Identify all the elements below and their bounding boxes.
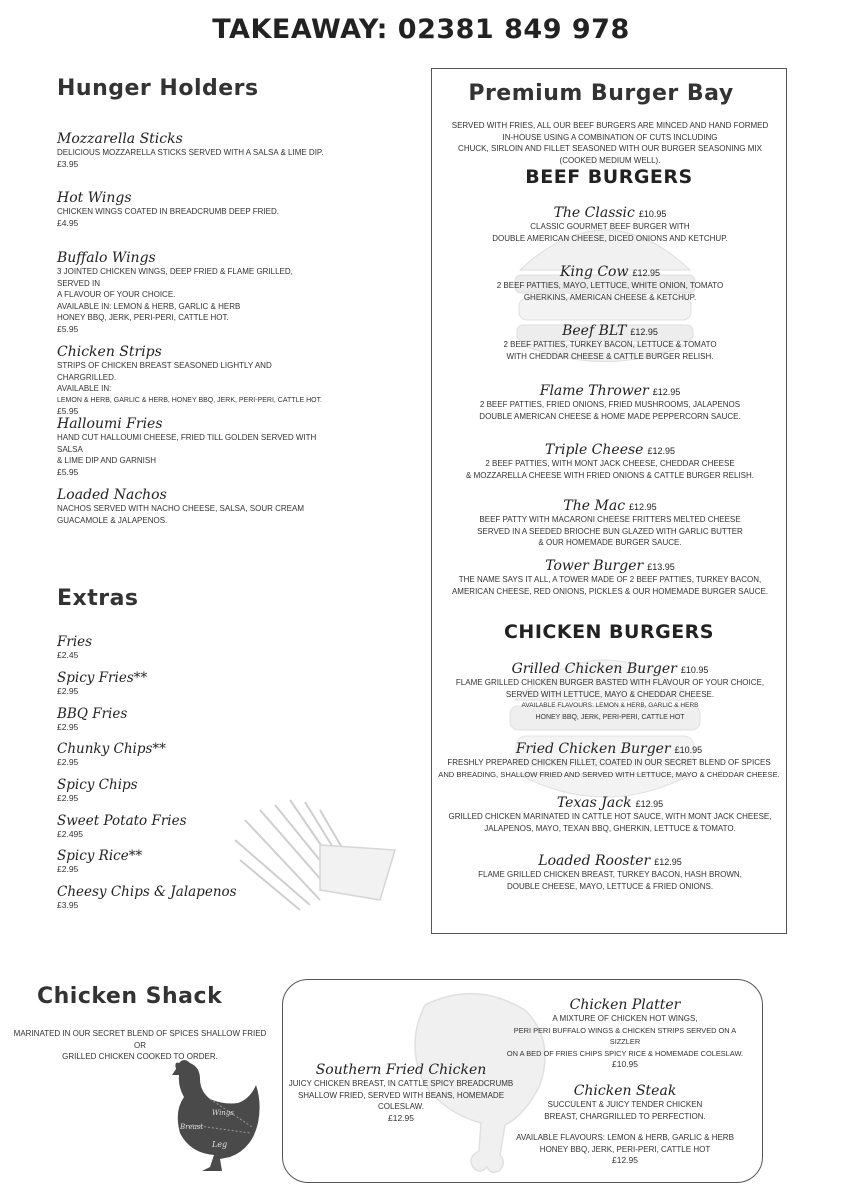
dish-price: £10.95 [674,745,703,755]
dish-price: £4.95 [57,217,79,228]
burger-bay-title: Premium Burger Bay [468,81,734,106]
extra-item [57,670,317,696]
intro-line: CHUCK, SIRLOIN AND FILLET SEASONED WITH OUR BURGER SEASONING MIX [458,144,762,153]
dish-price: £5.95 [57,466,79,477]
dish-desc: SERVED WITH LETTUCE, MAYO & CHEDDAR CHEESE. [505,689,715,699]
dish-price: £10.95 [612,1059,638,1069]
burger-bay-intro [440,120,780,166]
dish-desc: CHICKEN WINGS COATED IN BREADCRUMB DEEP FRIED. [57,207,279,216]
menu-item [57,190,327,228]
dish-flavours: AVAILABLE FLAVOURS: LEMON & HERB, GARLIC & HERB [516,1133,734,1142]
dish-desc: DELICIOUS MOZZARELLA STICKS SERVED WITH A SALSA & LIME DIP. [57,148,324,157]
dish-name: Chicken Platter [569,997,681,1013]
dish-desc: 2 BEEF PATTIES, WITH MONT JACK CHEESE, CHEDDAR CHEESE [485,459,735,468]
dish-price: £10.95 [680,665,709,675]
intro-line: GRILLED CHICKEN COOKED TO ORDER. [62,1052,218,1061]
dish-name: Chicken Steak [573,1083,677,1099]
extra-item [57,741,317,767]
dish-desc: BEEF PATTY WITH MACARONI CHEESE FRITTERS MELTED CHEESE [479,515,741,524]
dish-flavours: AVAILABLE FLAVOURS: LEMON & HERB, GARLIC & HERB [521,702,699,709]
dish-name: Southern Fried Chicken [315,1062,487,1078]
chicken-platter-item [500,997,750,1069]
dish-desc: BREAST, CHARGRILLED TO PERFECTION. [544,1111,706,1121]
dish-name: Spicy Chips [57,777,138,793]
dish-name: Triple Cheese [545,442,644,458]
burger-item [440,853,780,892]
hunger-title: Hunger Holders [57,76,259,101]
dish-name: Loaded Rooster [538,853,651,869]
dish-desc: GUACAMOLE & JALAPENOS. [57,515,168,525]
dish-name: The Mac [563,498,626,514]
dish-price: £3.95 [57,900,79,910]
dish-desc: SUCCULENT & JUICY TENDER CHICKEN [547,1100,703,1109]
fries-illustration [225,790,405,920]
dish-desc: AMERICAN CHEESE, RED ONIONS, PICKLES & OUR HOMEMADE BURGER SAUCE. [451,586,769,596]
dish-desc: 2 BEEF PATTIES, MAYO, LETTUCE, WHITE ONION, TOMATO [496,281,724,290]
hen-label-breast: Breast [180,1123,204,1131]
chicken-burger-illustration [500,630,710,820]
dish-desc: GHERKINS, AMERICAN CHEESE & KETCHUP. [523,292,697,302]
hen-label-leg: Leg [212,1140,228,1149]
dish-name: Fries [57,634,93,650]
intro-line: (COOKED MEDIUM WELL). [559,155,661,165]
dish-price: £5.95 [57,323,79,334]
dish-name: Spicy Fries** [57,670,148,686]
dish-desc: 2 BEEF PATTIES, TURKEY BACON, LETTUCE & TOMATO [503,340,717,349]
dish-name: BBQ Fries [57,706,128,722]
dish-desc: 3 JOINTED CHICKEN WINGS, DEEP FRIED & FLAME GRILLED, SERVED IN [57,267,293,288]
burger-item [440,558,780,597]
dish-price: £12.95 [388,1112,414,1123]
menu-item [57,131,327,169]
dish-desc: DOUBLE AMERICAN CHEESE, DICED ONIONS AND KETCHUP. [492,233,728,243]
dish-name: King Cow [559,264,629,280]
dish-desc: JALAPENOS, MAYO, TEXAN BBQ, GHERKIN, LETTUCE & TOMATO. [484,823,736,833]
dish-flavours: HONEY BBQ, JERK, PERI-PERI, CATTLE HOT [539,1144,711,1154]
dish-flavours: HONEY BBQ, JERK, PERI-PERI, CATTLE HOT [535,713,685,721]
dish-name: Buffalo Wings [57,250,156,266]
dish-name: Flame Thrower [539,383,649,399]
dish-name: Beef BLT [562,323,627,339]
menu-item [57,487,327,526]
dish-name: Cheesy Chips & Jalapenos [57,884,237,900]
dish-price: £2.495 [57,829,83,839]
dish-desc: AVAILABLE IN: [57,384,112,393]
dish-desc: & OUR HOMEMADE BURGER SAUCE. [538,538,682,547]
dish-name: Tower Burger [545,558,644,574]
dish-name: Mozzarella Sticks [57,131,183,147]
chicken-steak-item [500,1083,750,1165]
burger-item [440,442,780,481]
takeaway-phone: TAKEAWAY: 02381 849 978 [212,14,630,45]
intro-line: MARINATED IN OUR SECRET BLEND OF SPICES SHALLOW FRIED OR [13,1029,267,1050]
dish-desc: STRIPS OF CHICKEN BREAST SEASONED LIGHTLY AND CHARGRILLED. [57,361,272,382]
dish-desc: A FLAVOUR OF YOUR CHOICE. [57,290,176,299]
dish-price: £12.95 [635,799,664,809]
menu-item [57,250,327,334]
dish-price: £2.95 [57,722,79,732]
dish-desc: DOUBLE CHEESE, MAYO, LETTUCE & FRIED ONIONS. [506,881,714,891]
dish-desc: LEMON & HERB, GARLIC & HERB, HONEY BBQ, JERK, PERI-PERI, CATTLE HOT. [57,396,323,404]
dish-price: £12.95 [647,446,675,456]
burger-item [431,741,787,780]
burger-item [440,205,780,244]
dish-desc: FRESHLY PREPARED CHICKEN FILLET, COATED IN OUR SECRET BLEND OF SPICES [447,758,771,767]
dish-price: £13.95 [647,562,675,572]
dish-desc: ON A BED OF FRIES CHIPS SPICY RICE & HOMEMADE COLESLAW. [506,1048,744,1058]
dish-desc: HAND CUT HALLOUMI CHEESE, FRIED TILL GOLDEN SERVED WITH SALSA [57,433,317,454]
dish-desc: & MOZZARELLA CHEESE WITH FRIED ONIONS & CATTLE BURGER RELISH. [466,470,754,480]
dish-desc: FLAME GRILLED CHICKEN BREAST, TURKEY BACON, HASH BROWN, [478,870,742,879]
dish-name: Grilled Chicken Burger [511,661,677,677]
dish-desc: DOUBLE AMERICAN CHEESE & HOME MADE PEPPERCORN SAUCE. [479,411,741,421]
dish-price: £2.95 [57,686,79,696]
dish-price: £10.95 [638,209,667,219]
dish-name: Spicy Rice** [57,848,143,864]
dish-desc: & LIME DIP AND GARNISH [57,456,156,465]
dish-name: Loaded Nachos [57,487,167,503]
dish-price: £2.95 [57,757,79,767]
intro-line: IN-HOUSE USING A COMBINATION OF CUTS INCLUDING [502,132,718,142]
intro-line: SERVED WITH FRIES, ALL OUR BEEF BURGERS ARE MINCED AND HAND FORMED [451,121,769,130]
dish-price: £2.95 [57,793,79,803]
hen-label-wings: Wings [212,1109,234,1117]
dish-desc: WITH CHEDDAR CHEESE & CATTLE BURGER RELISH. [506,351,714,361]
dish-price: £12.95 [629,502,657,512]
menu-item [57,344,327,416]
beef-burgers-title: BEEF BURGERS [525,166,693,188]
dish-desc: SHALLOW FRIED, SERVED WITH BEANS, HOMEMADE COLESLAW. [297,1090,505,1111]
dish-desc: 2 BEEF PATTIES, FRIED ONIONS, FRIED MUSHROOMS, JALAPENOS [479,400,741,409]
burger-item [440,383,780,422]
extra-item [57,634,317,660]
dish-price: £12.95 [632,268,661,278]
dish-desc: THE NAME SAYS IT ALL, A TOWER MADE OF 2 BEEF PATTIES, TURKEY BACON, [458,575,762,584]
dish-desc: PERI PERI BUFFALO WINGS & CHICKEN STRIPS SERVED ON A SIZZLER [513,1025,737,1046]
dish-desc: A MIXTURE OF CHICKEN HOT WINGS, [552,1014,698,1023]
burger-item [440,795,780,834]
chicken-shack-title: Chicken Shack [37,984,223,1009]
dish-desc: AND BREADING, SHALLOW FRIED AND SERVED WITH LETTUCE, MAYO & CHEDDAR CHEESE. [438,769,780,779]
extra-item [57,706,317,732]
dish-name: Fried Chicken Burger [515,741,671,757]
dish-name: Texas Jack [556,795,632,811]
burger-item [440,323,780,362]
dish-name: Chicken Strips [57,344,162,360]
dish-name: Chunky Chips** [57,741,166,757]
dish-desc: CLASSIC GOURMET BEEF BURGER WITH [530,222,690,231]
burger-item [440,661,780,723]
chicken-burgers-title: CHICKEN BURGERS [503,621,714,643]
dish-price: £2.95 [57,864,79,874]
dish-price: £12.95 [612,1155,638,1165]
dish-desc: FLAME GRILLED CHICKEN BURGER BASTED WITH FLAVOUR OF YOUR CHOICE, [455,678,765,687]
southern-fried-item [286,1062,516,1123]
dish-desc: HONEY BBQ, JERK, PERI-PERI, CATTLE HOT. [57,313,229,322]
extras-title: Extras [57,586,139,611]
dish-name: Sweet Potato Fries [57,813,187,829]
hen-icon [170,1055,265,1175]
dish-name: The Classic [553,205,635,221]
dish-desc: GRILLED CHICKEN MARINATED IN CATTLE HOT SAUCE, WITH MONT JACK CHEESE, [448,812,772,821]
dish-desc: NACHOS SERVED WITH NACHO CHEESE, SALSA, SOUR CREAM [57,504,305,513]
dish-price: £12.95 [652,387,681,397]
dish-desc: JUICY CHICKEN BREAST, IN CATTLE SPICY BREADCRUMB [288,1079,514,1088]
dish-desc: SERVED IN A SEEDED BRIOCHE BUN GLAZED WITH GARLIC BUTTER [477,526,743,536]
dish-price: £12.95 [654,857,682,867]
dish-price: £5.95 [57,406,79,416]
dish-price: £2.45 [57,650,79,660]
dish-price: £12.95 [630,327,658,337]
dish-desc: AVAILABLE IN: LEMON & HERB, GARLIC & HERB [57,301,241,311]
menu-item [57,416,327,477]
burger-item [440,498,780,549]
dish-price: £3.95 [57,158,79,169]
burger-item [440,264,780,303]
dish-name: Hot Wings [57,190,132,206]
dish-name: Halloumi Fries [57,416,163,432]
